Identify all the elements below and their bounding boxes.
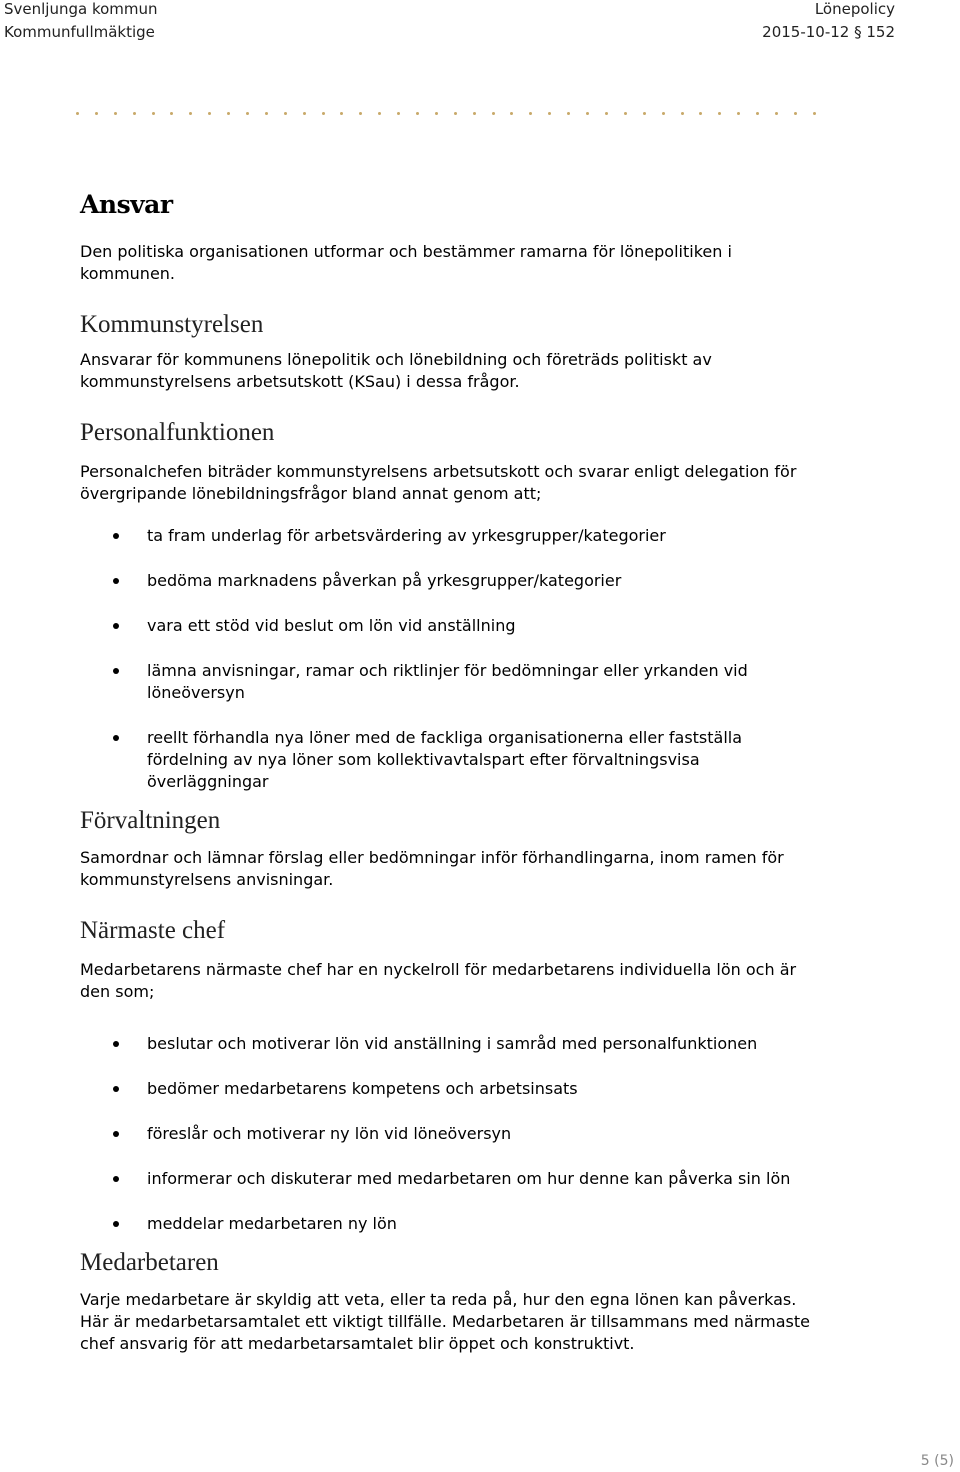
list-item: bedöma marknadens påverkan på yrkesgrupper/kategorier xyxy=(80,570,840,592)
divider-dot xyxy=(416,112,419,115)
divider-dot xyxy=(284,112,287,115)
header-doc-title: Lönepolicy xyxy=(814,0,895,18)
list-item: lämna anvisningar, ramar och riktlinjer för bedömningar eller yrkanden vid löneöversyn xyxy=(80,660,767,704)
list-item: reellt förhandla nya löner med de fackliga organisationerna eller fastställa fördelning av nya löner som kollektivavtalspart efter förvaltningsvisa överläggningar xyxy=(80,727,747,793)
list-item: bedömer medarbetarens kompetens och arbetsinsats xyxy=(80,1078,840,1100)
section-heading-medarbetaren: Medarbetaren xyxy=(80,1249,219,1276)
divider-dot xyxy=(643,112,646,115)
divider-dot xyxy=(662,112,665,115)
section-heading-personalfunktionen: Personalfunktionen xyxy=(80,419,275,446)
list-item: ta fram underlag för arbetsvärdering av yrkesgrupper/kategorier xyxy=(80,525,840,547)
bullet-icon xyxy=(113,1131,119,1137)
bullet-icon xyxy=(113,623,119,629)
divider-dot xyxy=(435,112,438,115)
divider-dot xyxy=(548,112,551,115)
divider-dot xyxy=(170,112,173,115)
section-heading-ansvar: Ansvar xyxy=(80,190,173,219)
header-date-ref: 2015-10-12 § 152 xyxy=(762,23,895,41)
divider-dot xyxy=(95,112,98,115)
divider-dot xyxy=(567,112,570,115)
divider-dot xyxy=(813,112,816,115)
bullet-icon xyxy=(113,578,119,584)
divider-dot xyxy=(529,112,532,115)
divider-dot xyxy=(605,112,608,115)
section-heading-narmaste-chef: Närmaste chef xyxy=(80,917,226,944)
divider-dot xyxy=(492,112,495,115)
header-body: Kommunfullmäktige xyxy=(4,23,155,41)
section-heading-forvaltningen: Förvaltningen xyxy=(80,807,221,834)
divider-dot xyxy=(737,112,740,115)
divider-dot xyxy=(227,112,230,115)
list-narmaste-chef xyxy=(80,1033,840,1235)
divider-dot xyxy=(454,112,457,115)
bullet-icon xyxy=(113,1086,119,1092)
bullet-icon xyxy=(113,668,119,674)
divider-dot xyxy=(378,112,381,115)
divider-dot xyxy=(624,112,627,115)
divider-dot xyxy=(114,112,117,115)
divider-dot xyxy=(681,112,684,115)
list-personalfunktionen xyxy=(80,525,840,793)
paragraph-ansvar: Den politiska organisationen utformar och bestämmer ramarna för lönepolitiken i kommunen. xyxy=(80,242,732,283)
dotted-divider xyxy=(76,104,816,124)
divider-dot xyxy=(189,112,192,115)
paragraph-kommunstyrelsen: Ansvarar för kommunens lönepolitik och lönebildning och företräds politiskt av kommunstyrelsens arbetsutskott (KSau) i dessa frågor. xyxy=(80,350,712,391)
bullet-icon xyxy=(113,1221,119,1227)
divider-dot xyxy=(133,112,136,115)
bullet-icon xyxy=(113,735,119,741)
paragraph-medarbetaren: Varje medarbetare är skyldig att veta, eller ta reda på, hur den egna lönen kan påverkas. Här är medarbetarsamtalet ett viktigt tillfälle. Medarbetaren är tillsammans med närmaste chef ansvarig för att medarbetarsamtalet blir öppet och konstruktivt. xyxy=(80,1290,810,1353)
divider-dot xyxy=(794,112,797,115)
divider-dot xyxy=(473,112,476,115)
divider-dot xyxy=(586,112,589,115)
header-org: Svenljunga kommun xyxy=(4,0,158,18)
list-item: föreslår och motiverar ny lön vid löneöversyn xyxy=(80,1123,840,1145)
divider-dot xyxy=(322,112,325,115)
list-item: meddelar medarbetaren ny lön xyxy=(80,1213,840,1235)
divider-dot xyxy=(152,112,155,115)
bullet-icon xyxy=(113,533,119,539)
list-item: vara ett stöd vid beslut om lön vid anställning xyxy=(80,615,840,637)
divider-dot xyxy=(303,112,306,115)
divider-dot xyxy=(756,112,759,115)
list-item: informerar och diskuterar med medarbetaren om hur denne kan påverka sin lön xyxy=(80,1168,840,1190)
list-item: beslutar och motiverar lön vid anställning i samråd med personalfunktionen xyxy=(80,1033,840,1055)
bullet-icon xyxy=(113,1041,119,1047)
divider-dot xyxy=(208,112,211,115)
divider-dot xyxy=(76,112,79,115)
paragraph-forvaltningen: Samordnar och lämnar förslag eller bedömningar inför förhandlingarna, inom ramen för kommunstyrelsens anvisningar. xyxy=(80,848,784,889)
divider-dot xyxy=(340,112,343,115)
bullet-icon xyxy=(113,1176,119,1182)
divider-dot xyxy=(699,112,702,115)
divider-dot xyxy=(510,112,513,115)
divider-dot xyxy=(359,112,362,115)
section-heading-kommunstyrelsen: Kommunstyrelsen xyxy=(80,311,264,338)
paragraph-personalfunktionen: Personalchefen biträder kommunstyrelsens arbetsutskott och svarar enligt delegation för övergripande lönebildningsfrågor bland annat genom att; xyxy=(80,462,797,503)
divider-dot xyxy=(397,112,400,115)
divider-dot xyxy=(718,112,721,115)
divider-dot xyxy=(265,112,268,115)
divider-dot xyxy=(775,112,778,115)
page-number: 5 (5) xyxy=(920,1453,954,1469)
document-body xyxy=(80,190,840,1355)
divider-dot xyxy=(246,112,249,115)
paragraph-narmaste-chef: Medarbetarens närmaste chef har en nyckelroll för medarbetarens individuella lön och är den som; xyxy=(80,960,797,1001)
